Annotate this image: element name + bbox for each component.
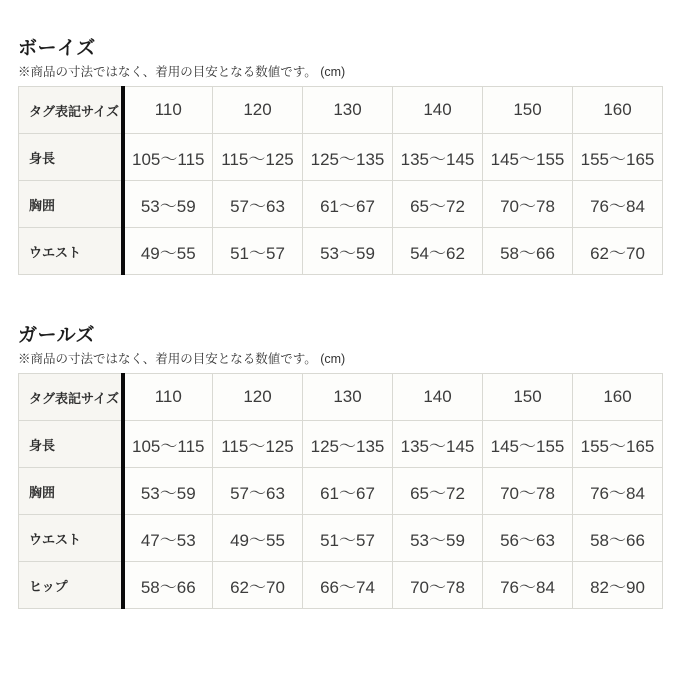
girls-size-table [18, 373, 663, 609]
size-column-header: 110 [123, 374, 213, 421]
size-cell: 56〜63 [483, 515, 573, 562]
size-column-header: 160 [573, 87, 663, 134]
size-cell: 125〜135 [303, 421, 393, 468]
table-row-waist [19, 515, 663, 562]
size-cell: 76〜84 [573, 181, 663, 228]
size-cell: 53〜59 [393, 515, 483, 562]
row-label-chest: 胸囲 [19, 181, 123, 228]
size-cell: 51〜57 [303, 515, 393, 562]
size-column-header: 140 [393, 87, 483, 134]
size-cell: 62〜70 [573, 228, 663, 275]
girls-section-title: ガールズ [18, 325, 96, 347]
size-cell: 105〜115 [123, 134, 213, 181]
size-cell: 58〜66 [573, 515, 663, 562]
size-cell: 145〜155 [483, 134, 573, 181]
size-cell: 66〜74 [303, 562, 393, 609]
table-row-header [19, 87, 663, 134]
tag-size-header-label: タグ表記サイズ [19, 374, 123, 421]
size-cell: 61〜67 [303, 181, 393, 228]
row-label-chest: 胸囲 [19, 468, 123, 515]
tag-size-header-label: タグ表記サイズ [19, 87, 123, 134]
boys-size-note: ※商品の寸法ではなく、着用の目安となる数値です。 (cm) [18, 64, 346, 79]
size-cell: 76〜84 [573, 468, 663, 515]
size-cell: 47〜53 [123, 515, 213, 562]
size-cell: 155〜165 [573, 134, 663, 181]
girls-section [18, 325, 662, 609]
size-cell: 155〜165 [573, 421, 663, 468]
size-cell: 62〜70 [213, 562, 303, 609]
size-column-header: 130 [303, 87, 393, 134]
boys-section [18, 38, 662, 275]
size-cell: 115〜125 [213, 134, 303, 181]
row-label-height: 身長 [19, 134, 123, 181]
table-row-height [19, 134, 663, 181]
size-cell: 58〜66 [123, 562, 213, 609]
size-cell: 53〜59 [123, 468, 213, 515]
size-cell: 51〜57 [213, 228, 303, 275]
size-cell: 70〜78 [483, 181, 573, 228]
table-row-height [19, 421, 663, 468]
size-column-header: 140 [393, 374, 483, 421]
size-cell: 49〜55 [123, 228, 213, 275]
size-cell: 82〜90 [573, 562, 663, 609]
size-cell: 53〜59 [123, 181, 213, 228]
row-label-hip: ヒップ [19, 562, 123, 609]
size-cell: 135〜145 [393, 134, 483, 181]
size-cell: 58〜66 [483, 228, 573, 275]
table-row-header [19, 374, 663, 421]
table-row-chest [19, 468, 663, 515]
table-row-waist [19, 228, 663, 275]
row-label-waist: ウエスト [19, 515, 123, 562]
size-column-header: 110 [123, 87, 213, 134]
size-cell: 57〜63 [213, 468, 303, 515]
size-column-header: 130 [303, 374, 393, 421]
size-cell: 49〜55 [213, 515, 303, 562]
girls-size-note: ※商品の寸法ではなく、着用の目安となる数値です。 (cm) [18, 351, 346, 366]
size-cell: 70〜78 [393, 562, 483, 609]
size-cell: 54〜62 [393, 228, 483, 275]
size-cell: 135〜145 [393, 421, 483, 468]
row-label-height: 身長 [19, 421, 123, 468]
table-row-chest [19, 181, 663, 228]
size-column-header: 150 [483, 87, 573, 134]
size-cell: 70〜78 [483, 468, 573, 515]
size-column-header: 150 [483, 374, 573, 421]
size-column-header: 160 [573, 374, 663, 421]
table-row-hip [19, 562, 663, 609]
boys-section-title: ボーイズ [18, 38, 96, 59]
size-cell: 145〜155 [483, 421, 573, 468]
size-cell: 125〜135 [303, 134, 393, 181]
size-cell: 53〜59 [303, 228, 393, 275]
size-column-header: 120 [213, 374, 303, 421]
size-cell: 76〜84 [483, 562, 573, 609]
size-column-header: 120 [213, 87, 303, 134]
size-cell: 65〜72 [393, 468, 483, 515]
size-cell: 61〜67 [303, 468, 393, 515]
size-cell: 65〜72 [393, 181, 483, 228]
size-cell: 57〜63 [213, 181, 303, 228]
size-cell: 115〜125 [213, 421, 303, 468]
boys-size-table [18, 86, 663, 275]
row-label-waist: ウエスト [19, 228, 123, 275]
size-cell: 105〜115 [123, 421, 213, 468]
